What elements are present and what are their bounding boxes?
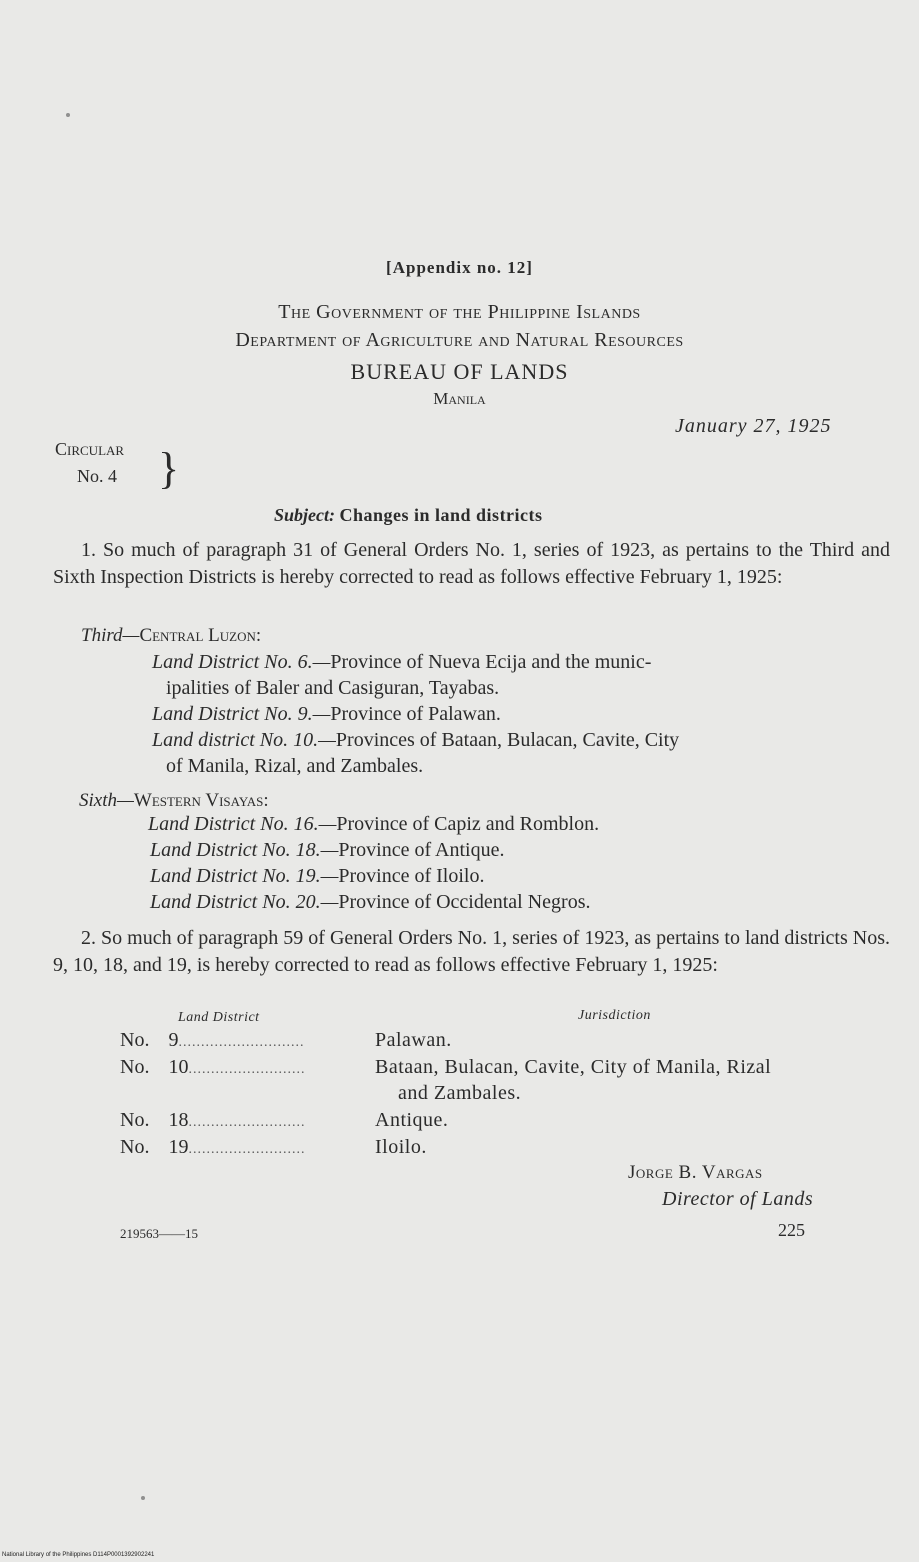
subject-text: Changes in land districts <box>339 505 543 525</box>
header-city: Manila <box>433 389 486 408</box>
third-prefix: Third— <box>81 625 140 646</box>
row-no: No. <box>120 1136 150 1158</box>
page-number: 225 <box>778 1220 805 1240</box>
library-credit: National Library of the Philippines D114P0001392902241 <box>2 1552 155 1558</box>
row-jurisdiction: Antique. <box>375 1109 449 1131</box>
subject-label: Subject: <box>274 505 335 525</box>
signature-title: Director of Lands <box>662 1188 814 1210</box>
district-text: Province of Capiz and Romblon. <box>336 813 600 835</box>
row-jurisdiction: Bataan, Bulacan, Cavite, City of Manila, Rizal <box>375 1056 772 1078</box>
row-no: No. <box>120 1029 150 1051</box>
circular-number: No. 4 <box>77 466 117 486</box>
district-label: Land District No. 18.— <box>150 839 339 861</box>
scan-speck <box>141 1496 145 1500</box>
row-number: 10 <box>168 1056 189 1078</box>
row-jurisdiction-cont: and Zambales. <box>398 1082 522 1104</box>
district-label: Land District No. 20.— <box>150 891 339 913</box>
circular-date: January 27, 1925 <box>675 415 832 437</box>
subject-line <box>274 505 543 526</box>
third-item-6 <box>152 651 651 674</box>
brace-icon: } <box>158 444 180 493</box>
district-text: Provinces of Bataan, Bulacan, Cavite, City <box>335 729 680 751</box>
table-row <box>120 1029 304 1052</box>
third-item-6-cont: ipalities of Baler and Casiguran, Tayabas. <box>166 677 500 699</box>
district-text: Province of Occidental Negros. <box>338 891 591 913</box>
circular-label: Circular <box>55 439 125 459</box>
scan-speck <box>66 113 70 117</box>
paragraph-2: 2. So much of paragraph 59 of General Orders No. 1, series of 1923, as pertains to land districts Nos. 9, 10, 18, and 19, is hereby corrected to read as follows effective February 1, 1925: <box>53 927 890 976</box>
table-header-district: Land District <box>178 1010 260 1025</box>
row-leader: .......................... <box>188 1115 306 1130</box>
sixth-item-16 <box>148 813 599 836</box>
district-label: Land District No. 9.— <box>152 703 331 725</box>
print-code: 219563——15 <box>120 1226 198 1241</box>
third-item-10-cont: of Manila, Rizal, and Zambales. <box>166 755 424 777</box>
district-label: Land District No. 16.— <box>148 813 337 835</box>
signature-name: Jorge B. Vargas <box>628 1162 763 1183</box>
row-number: 18 <box>168 1109 189 1131</box>
sixth-heading <box>79 790 269 812</box>
table-row <box>120 1056 305 1079</box>
district-label: Land District No. 19.— <box>150 865 339 887</box>
row-no: No. <box>120 1109 150 1131</box>
table-header-jurisdiction: Jurisdiction <box>578 1008 651 1023</box>
row-leader: .......................... <box>188 1142 306 1157</box>
row-leader: ............................ <box>178 1035 305 1050</box>
sixth-item-19 <box>150 865 484 888</box>
district-label: Land District No. 6.— <box>152 651 331 673</box>
sixth-item-20 <box>150 891 591 914</box>
sixth-prefix: Sixth— <box>79 790 134 811</box>
paragraph-1: 1. So much of paragraph 31 of General Orders No. 1, series of 1923, as pertains to the Third and Sixth Inspection Districts is hereby corrected to read as follows effective February 1, 1925: <box>53 539 890 588</box>
district-text: Province of Nueva Ecija and the munic- <box>330 651 652 673</box>
district-label: Land district No. 10.— <box>152 729 336 751</box>
district-text: Province of Palawan. <box>330 703 501 725</box>
appendix-label: [Appendix no. 12] <box>386 258 533 277</box>
row-number: 9 <box>168 1029 179 1051</box>
row-leader: .......................... <box>188 1062 306 1077</box>
header-government: The Government of the Philippine Islands <box>278 301 641 323</box>
third-heading <box>81 625 261 647</box>
row-jurisdiction: Iloilo. <box>375 1136 427 1158</box>
row-number: 19 <box>168 1136 189 1158</box>
third-title: Central Luzon: <box>139 625 262 646</box>
header-department: Department of Agriculture and Natural Resources <box>235 329 684 351</box>
row-no: No. <box>120 1056 150 1078</box>
table-row <box>120 1136 305 1159</box>
district-text: Province of Iloilo. <box>338 865 485 887</box>
table-row <box>120 1109 305 1132</box>
third-item-9 <box>152 703 501 726</box>
third-item-10 <box>152 729 679 752</box>
sixth-title: Western Visayas: <box>133 790 269 811</box>
row-jurisdiction: Palawan. <box>375 1029 452 1051</box>
district-text: Province of Antique. <box>338 839 505 861</box>
sixth-item-18 <box>150 839 504 862</box>
header-bureau: BUREAU OF LANDS <box>350 359 569 384</box>
